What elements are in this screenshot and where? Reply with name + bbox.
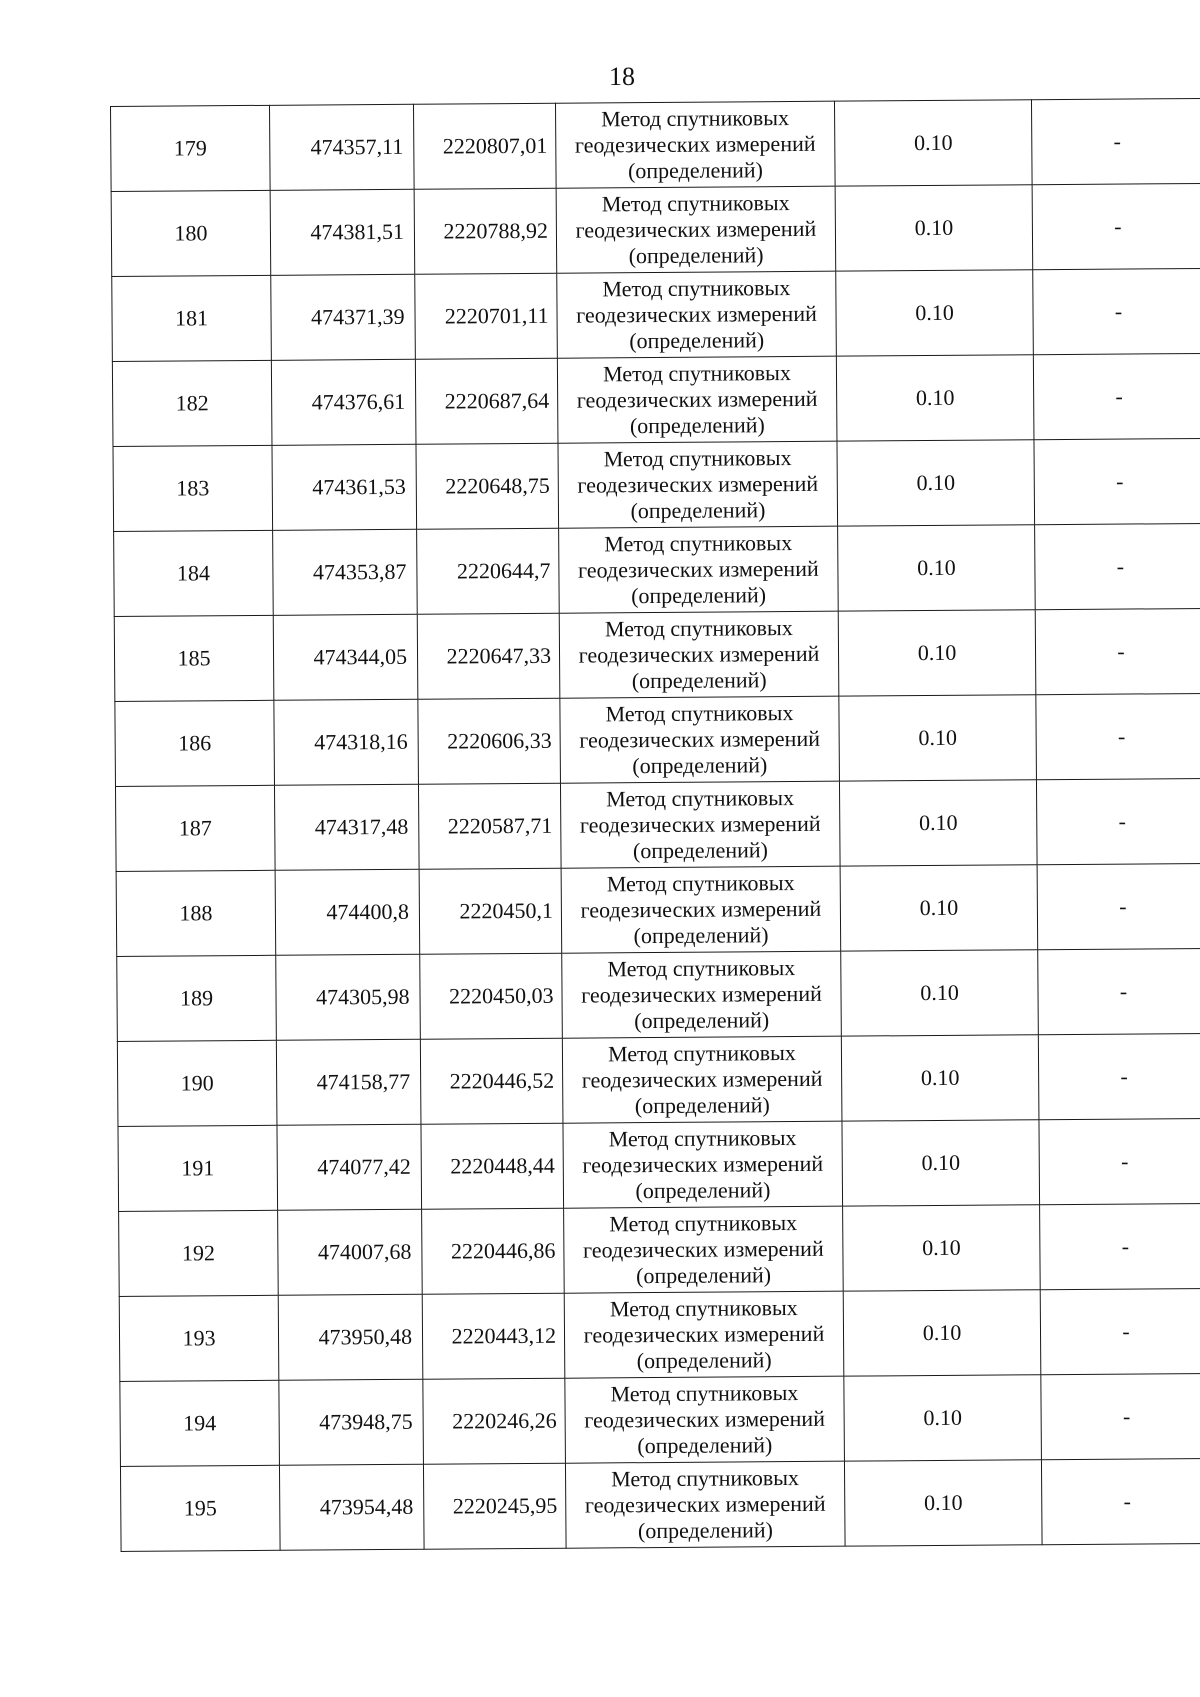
- method-line: геодезических измерений: [578, 640, 820, 668]
- point-number-cell: 192: [119, 1210, 279, 1296]
- y-coordinate-cell: 2220701,11: [415, 273, 558, 359]
- point-number-cell: 185: [114, 615, 274, 701]
- y-coordinate-cell: 2220446,86: [422, 1208, 565, 1294]
- table-row: [119, 1288, 1200, 1381]
- method-line: (определений): [636, 1262, 772, 1289]
- method-line: (определений): [629, 327, 765, 354]
- method-cell: [564, 1291, 844, 1378]
- method-cell: [559, 526, 839, 613]
- point-number-cell: 190: [117, 1040, 277, 1126]
- point-number-cell: 189: [117, 955, 277, 1041]
- note-cell: -: [1037, 863, 1200, 949]
- x-coordinate-cell: 474357,11: [269, 104, 414, 190]
- method-line: Метод спутниковых: [609, 1294, 798, 1322]
- y-coordinate-cell: 2220606,33: [418, 698, 561, 784]
- accuracy-cell: 0.10: [843, 1205, 1041, 1291]
- point-number-cell: 182: [112, 360, 272, 446]
- method-cell: [556, 186, 836, 273]
- x-coordinate-cell: 474158,77: [276, 1039, 421, 1125]
- accuracy-cell: 0.10: [843, 1290, 1041, 1376]
- method-cell: [557, 271, 837, 358]
- point-number-cell: 194: [120, 1380, 280, 1466]
- y-coordinate-cell: 2220448,44: [421, 1123, 564, 1209]
- table-row: [117, 948, 1200, 1041]
- method-line: геодезических измерений: [578, 555, 819, 583]
- x-coordinate-cell: 474344,05: [273, 614, 418, 700]
- note-cell: -: [1038, 1033, 1200, 1119]
- method-line: (определений): [634, 1007, 770, 1034]
- note-cell: -: [1034, 438, 1200, 524]
- method-line: (определений): [637, 1517, 773, 1544]
- note-cell: -: [1036, 778, 1200, 864]
- table-row: [112, 268, 1200, 361]
- y-coordinate-cell: 2220450,1: [419, 868, 562, 954]
- coordinates-table: [110, 98, 1200, 1552]
- table-row: [113, 438, 1200, 531]
- x-coordinate-cell: 474353,87: [273, 529, 418, 615]
- accuracy-cell: 0.10: [835, 185, 1033, 271]
- method-line: Метод спутниковых: [601, 105, 790, 132]
- table-row: [115, 778, 1200, 871]
- x-coordinate-cell: 473950,48: [278, 1294, 423, 1380]
- method-cell: [561, 866, 841, 953]
- method-line: (определений): [632, 752, 768, 779]
- method-line: геодезических измерений: [574, 130, 816, 158]
- method-line: геодезических измерений: [581, 1065, 823, 1093]
- method-line: Метод спутниковых: [603, 445, 792, 472]
- method-line: геодезических измерений: [576, 300, 817, 328]
- method-line: (определений): [631, 582, 767, 609]
- x-coordinate-cell: 473954,48: [279, 1464, 424, 1550]
- y-coordinate-cell: 2220647,33: [417, 613, 560, 699]
- y-coordinate-cell: 2220245,95: [423, 1463, 566, 1549]
- note-cell: -: [1032, 183, 1200, 269]
- point-number-cell: 179: [111, 105, 271, 191]
- accuracy-cell: 0.10: [840, 865, 1038, 951]
- method-line: (определений): [631, 667, 767, 694]
- method-cell: [565, 1376, 845, 1463]
- method-line: (определений): [629, 412, 765, 439]
- method-line: Метод спутниковых: [608, 1124, 797, 1152]
- accuracy-cell: 0.10: [838, 610, 1036, 696]
- accuracy-cell: 0.10: [841, 1035, 1039, 1121]
- method-line: (определений): [627, 157, 764, 184]
- method-line: Метод спутниковых: [601, 190, 790, 217]
- method-line: геодезических измерений: [579, 725, 821, 753]
- note-cell: -: [1041, 1373, 1200, 1459]
- point-number-cell: 181: [112, 275, 272, 361]
- x-coordinate-cell: 474007,68: [278, 1209, 423, 1295]
- accuracy-cell: 0.10: [837, 440, 1035, 526]
- method-line: геодезических измерений: [582, 1150, 824, 1178]
- method-line: Метод спутниковых: [602, 275, 791, 302]
- method-line: геодезических измерений: [584, 1405, 826, 1433]
- method-line: геодезических измерений: [580, 895, 822, 923]
- y-coordinate-cell: 2220644,7: [417, 528, 560, 614]
- note-cell: -: [1040, 1203, 1200, 1289]
- page-number: 18: [609, 62, 635, 91]
- accuracy-cell: 0.10: [839, 780, 1037, 866]
- method-line: геодезических измерений: [583, 1235, 824, 1263]
- note-cell: -: [1038, 948, 1200, 1034]
- note-cell: -: [1041, 1458, 1200, 1544]
- accuracy-cell: 0.10: [839, 695, 1037, 781]
- method-line: Метод спутниковых: [609, 1209, 798, 1237]
- table-row: [111, 183, 1200, 276]
- table-row: [114, 523, 1200, 616]
- method-cell: [560, 781, 840, 868]
- method-line: (определений): [632, 837, 769, 864]
- accuracy-cell: 0.10: [844, 1375, 1042, 1461]
- point-number-cell: 180: [111, 190, 271, 276]
- y-coordinate-cell: 2220687,64: [415, 358, 558, 444]
- x-coordinate-cell: 474381,51: [270, 189, 415, 275]
- x-coordinate-cell: 474376,61: [271, 359, 416, 445]
- method-cell: [562, 1036, 842, 1123]
- table-row: [118, 1118, 1200, 1211]
- method-cell: [562, 951, 842, 1038]
- note-cell: -: [1040, 1288, 1200, 1374]
- method-line: Метод спутниковых: [606, 785, 795, 812]
- point-number-cell: 187: [115, 785, 275, 871]
- method-line: геодезических измерений: [575, 215, 817, 243]
- point-number-cell: 183: [113, 445, 273, 531]
- method-line: (определений): [628, 242, 764, 269]
- x-coordinate-cell: 474361,53: [272, 444, 417, 530]
- method-cell: [564, 1206, 844, 1293]
- accuracy-cell: 0.10: [836, 355, 1034, 441]
- accuracy-cell: 0.10: [834, 100, 1032, 186]
- table-row: [120, 1458, 1200, 1551]
- note-cell: -: [1039, 1118, 1200, 1204]
- note-cell: -: [1033, 268, 1200, 354]
- note-cell: -: [1033, 353, 1200, 439]
- x-coordinate-cell: 474305,98: [276, 954, 421, 1040]
- y-coordinate-cell: 2220807,01: [413, 103, 556, 189]
- table-row: [117, 1033, 1200, 1126]
- method-line: (определений): [634, 1092, 770, 1119]
- y-coordinate-cell: 2220788,92: [414, 188, 557, 274]
- accuracy-cell: 0.10: [841, 950, 1039, 1036]
- method-line: (определений): [635, 1177, 771, 1204]
- point-number-cell: 193: [119, 1295, 279, 1381]
- point-number-cell: 195: [120, 1465, 280, 1551]
- method-cell: [563, 1121, 843, 1208]
- x-coordinate-cell: 474371,39: [271, 274, 416, 360]
- point-number-cell: 184: [114, 530, 274, 616]
- method-line: геодезических измерений: [584, 1490, 826, 1518]
- method-line: Метод спутниковых: [610, 1379, 799, 1407]
- y-coordinate-cell: 2220648,75: [416, 443, 559, 529]
- table-row: [119, 1203, 1200, 1296]
- note-cell: -: [1036, 693, 1200, 779]
- method-line: геодезических измерений: [579, 810, 821, 838]
- accuracy-cell: 0.10: [844, 1460, 1042, 1546]
- method-line: геодезических измерений: [581, 980, 822, 1008]
- method-cell: [559, 611, 839, 698]
- x-coordinate-cell: 474077,42: [277, 1124, 422, 1210]
- method-cell: [558, 441, 838, 528]
- method-cell: [555, 101, 835, 188]
- x-coordinate-cell: 474318,16: [274, 699, 419, 785]
- method-line: Метод спутниковых: [606, 870, 795, 897]
- method-line: Метод спутниковых: [602, 360, 791, 387]
- method-line: геодезических измерений: [576, 385, 818, 413]
- method-line: Метод спутниковых: [607, 1039, 796, 1067]
- table-row: [114, 608, 1200, 701]
- point-number-cell: 191: [118, 1125, 278, 1211]
- method-line: Метод спутниковых: [604, 530, 793, 557]
- y-coordinate-cell: 2220246,26: [423, 1378, 566, 1464]
- accuracy-cell: 0.10: [836, 270, 1034, 356]
- y-coordinate-cell: 2220450,03: [420, 953, 563, 1039]
- coordinates-table-body: [111, 98, 1200, 1551]
- method-line: (определений): [636, 1347, 772, 1374]
- method-line: геодезических измерений: [583, 1320, 825, 1348]
- method-line: Метод спутниковых: [605, 700, 794, 727]
- table-row: [120, 1373, 1200, 1466]
- y-coordinate-cell: 2220587,71: [418, 783, 561, 869]
- method-cell: [557, 356, 837, 443]
- table-row: [111, 98, 1200, 191]
- accuracy-cell: 0.10: [838, 525, 1036, 611]
- method-line: Метод спутниковых: [611, 1464, 800, 1492]
- method-line: Метод спутниковых: [607, 955, 796, 982]
- method-line: (определений): [637, 1432, 773, 1459]
- note-cell: -: [1035, 523, 1200, 609]
- method-cell: [565, 1461, 845, 1548]
- method-line: (определений): [630, 497, 766, 524]
- method-line: геодезических измерений: [577, 470, 819, 498]
- accuracy-cell: 0.10: [842, 1120, 1040, 1206]
- y-coordinate-cell: 2220443,12: [422, 1293, 565, 1379]
- table-row: [112, 353, 1200, 446]
- table-row: [116, 863, 1200, 956]
- note-cell: -: [1031, 98, 1200, 184]
- point-number-cell: 186: [115, 700, 275, 786]
- method-line: Метод спутниковых: [604, 615, 793, 642]
- x-coordinate-cell: 473948,75: [279, 1379, 424, 1465]
- x-coordinate-cell: 474317,48: [274, 784, 419, 870]
- note-cell: -: [1035, 608, 1200, 694]
- method-line: (определений): [633, 922, 769, 949]
- x-coordinate-cell: 474400,8: [275, 869, 420, 955]
- y-coordinate-cell: 2220446,52: [420, 1038, 563, 1124]
- method-cell: [560, 696, 840, 783]
- table-row: [115, 693, 1200, 786]
- point-number-cell: 188: [116, 870, 276, 956]
